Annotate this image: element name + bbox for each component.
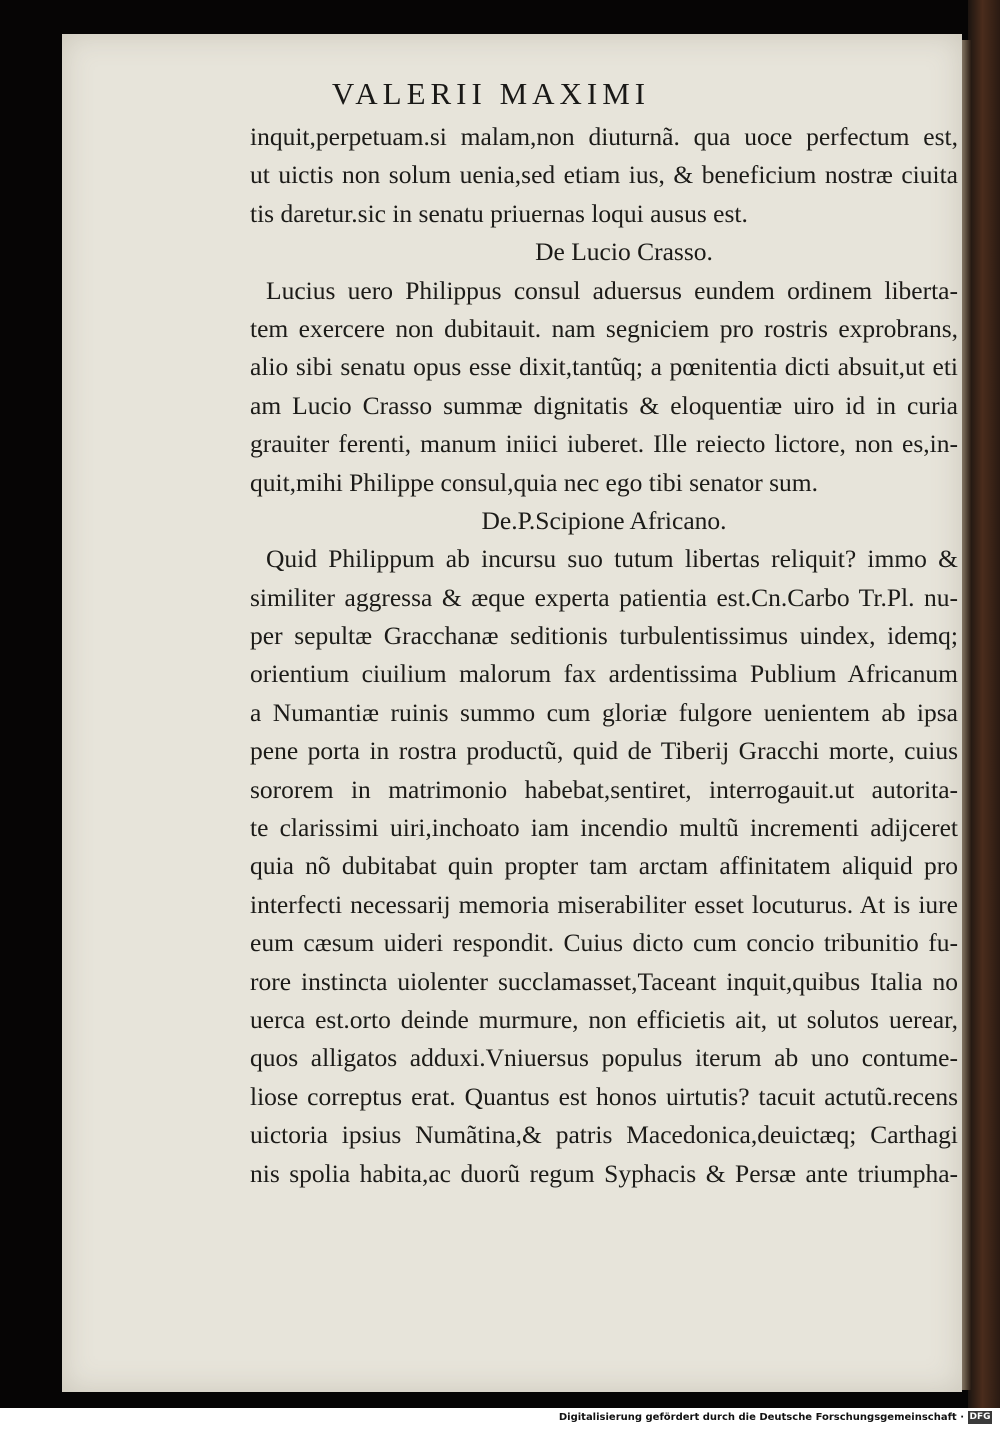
section-heading: De Lucio Crasso.: [535, 237, 713, 267]
text-line: Lucius uero Philippus consul aduersus eundem ordinem liberta-: [266, 275, 958, 305]
text-line: interfecti necessarij memoria miserabiliter esset locuturus. At is iure: [250, 889, 958, 919]
text-line: tem exercere non dubitauit. nam segniciem pro rostris exprobrans,: [250, 313, 958, 343]
text-line: grauiter ferenti, manum iniici iuberet. Ille reiecto lictore, non es,in-: [250, 429, 958, 459]
text-line: rore instincta uiolenter succlamasset,Taceant inquit,quibus Italia no: [250, 966, 958, 996]
text-line: nis spolia habita,ac duorũ regum Syphacis & Persæ ante triumpha-: [250, 1158, 958, 1188]
text-line: quit,mihi Philippe consul,quia nec ego tibi senator sum.: [250, 467, 819, 497]
text-block: [250, 118, 958, 1193]
section-heading: De.P.Scipione Africano.: [481, 505, 727, 535]
text-line: uerca est.orto deinde murmure, non efficietis ait, ut solutos uerear,: [250, 1004, 958, 1034]
text-line: similiter aggressa & æque experta patientia est.Cn.Carbo Tr.Pl. nu-: [250, 582, 958, 612]
dfg-logo: DFG: [969, 1412, 991, 1422]
text-line: alio sibi senatu opus esse dixit,tantũq; a pœnitentia dicti absuit,ut eti: [250, 352, 958, 382]
text-line: orientium ciuilium malorum fax ardentissima Publium Africanum: [250, 659, 958, 689]
text-line: sororem in matrimonio habebat,sentiret, interrogauit.ut autorita-: [250, 774, 958, 804]
text-line: Quid Philippum ab incursu suo tutum libertas reliquit? immo &: [266, 544, 958, 574]
text-line: pene porta in rostra productũ, quid de Tiberij Gracchi morte, cuius: [250, 736, 958, 766]
text-line: quos alligatos adduxi.Vniuersus populus iterum ab uno contume-: [250, 1043, 958, 1073]
book-spine: [968, 0, 1000, 1408]
text-line: inquit,perpetuam.si malam,non diuturnã. qua uoce perfectum est,: [250, 122, 958, 151]
text-line: quia nõ dubitabat quin propter tam arctam affinitatem aliquid pro: [250, 851, 958, 881]
text-line: per sepultæ Gracchanæ seditionis turbulentissimus uindex, idemq;: [250, 621, 958, 651]
text-line: tis daretur.sic in senatu priuernas loqui ausus est.: [250, 198, 748, 228]
footer-bar: [0, 1408, 1000, 1429]
text-line: liose correptus erat. Quantus est honos uirtutis? tacuit actutũ.recens: [250, 1081, 958, 1111]
text-line: eum cæsum uideri respondit. Cuius dicto cum concio tribunitio fu-: [250, 928, 958, 958]
running-head: VALERII MAXIMI: [331, 76, 651, 111]
text-line: a Numantiæ ruinis summo cum gloriæ fulgore uenientem ab ipsa: [250, 697, 958, 727]
text-line: ut uictis non solum uenia,sed etiam ius, & beneficium nostræ ciuita: [250, 160, 958, 190]
footer-credit: Digitalisierung gefördert durch die Deutsche Forschungsgemeinschaft ·: [558, 1412, 964, 1423]
text-line: am Lucio Crasso summæ dignitatis & eloquentiæ uiro id in curia: [250, 390, 958, 420]
text-line: te clarissimi uiri,inchoato iam incendio multũ incrementi adijceret: [250, 813, 958, 843]
text-line: uictoria ipsius Numãtina,& patris Macedonica,deuictæq; Carthagi: [250, 1120, 958, 1150]
